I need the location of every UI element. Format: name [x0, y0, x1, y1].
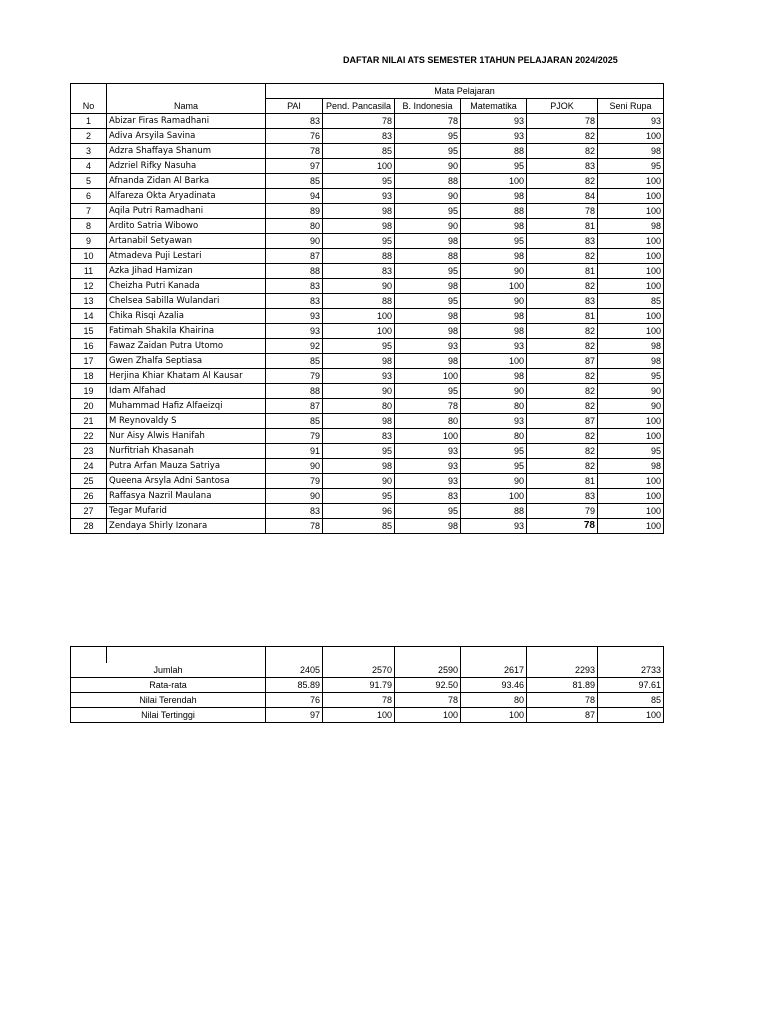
row-no: 17 — [71, 354, 107, 369]
score-cell: 100 — [461, 354, 527, 369]
summary-value: 97.61 — [598, 677, 664, 692]
score-cell: 87 — [266, 249, 323, 264]
score-cell: 98 — [598, 144, 664, 159]
score-cell: 95 — [598, 159, 664, 174]
score-cell: 88 — [461, 144, 527, 159]
score-cell: 100 — [598, 249, 664, 264]
table-row — [71, 114, 664, 129]
score-cell: 83 — [266, 279, 323, 294]
row-no: 24 — [71, 459, 107, 474]
score-cell: 90 — [598, 384, 664, 399]
score-cell: 88 — [266, 384, 323, 399]
summary-value: 2733 — [598, 663, 664, 678]
summary-value: 2293 — [527, 663, 598, 678]
score-cell: 98 — [395, 234, 461, 249]
score-cell: 90 — [323, 279, 395, 294]
score-cell: 98 — [461, 324, 527, 339]
summary-label: Jumlah — [71, 663, 266, 678]
score-cell: 95 — [461, 459, 527, 474]
header-subject: Pend. Pancasila — [323, 99, 395, 114]
header-no: No — [71, 84, 107, 114]
row-no: 16 — [71, 339, 107, 354]
score-cell: 100 — [598, 264, 664, 279]
score-cell: 100 — [598, 474, 664, 489]
row-no: 21 — [71, 414, 107, 429]
summary-spacer-row — [71, 647, 664, 663]
header-nama: Nama — [107, 84, 266, 114]
score-cell: 82 — [527, 444, 598, 459]
score-cell: 85 — [266, 354, 323, 369]
score-cell: 83 — [266, 294, 323, 309]
score-cell: 90 — [461, 474, 527, 489]
score-cell: 90 — [461, 384, 527, 399]
score-cell: 95 — [323, 444, 395, 459]
score-cell: 83 — [323, 264, 395, 279]
score-cell: 78 — [323, 114, 395, 129]
score-cell: 95 — [395, 204, 461, 219]
summary-value: 78 — [323, 692, 395, 707]
score-cell: 98 — [323, 204, 395, 219]
score-cell: 92 — [266, 339, 323, 354]
score-cell: 80 — [266, 219, 323, 234]
score-cell: 82 — [527, 369, 598, 384]
summary-value: 78 — [527, 692, 598, 707]
table-row — [71, 264, 664, 279]
student-name: Nur Aisy Alwis Hanifah — [107, 429, 266, 444]
summary-value: 76 — [266, 692, 323, 707]
score-cell: 100 — [395, 429, 461, 444]
student-name: Ardito Satria Wibowo — [107, 219, 266, 234]
row-no: 28 — [71, 519, 107, 534]
score-cell: 88 — [323, 294, 395, 309]
table-row — [71, 504, 664, 519]
summary-label: Nilai Terendah — [71, 692, 266, 707]
score-cell: 88 — [395, 249, 461, 264]
score-cell: 80 — [461, 429, 527, 444]
row-no: 5 — [71, 174, 107, 189]
score-cell: 83 — [527, 489, 598, 504]
score-cell: 100 — [598, 204, 664, 219]
score-cell: 81 — [527, 219, 598, 234]
student-name: M Reynovaldy S — [107, 414, 266, 429]
score-cell: 98 — [395, 279, 461, 294]
score-cell: 95 — [461, 234, 527, 249]
student-name: Putra Arfan Mauza Satriya — [107, 459, 266, 474]
table-row — [71, 399, 664, 414]
score-cell: 98 — [598, 459, 664, 474]
student-name: Chika Risqi Azalia — [107, 309, 266, 324]
student-name: Azka Jihad Hamizan — [107, 264, 266, 279]
score-cell: 93 — [461, 519, 527, 534]
score-cell: 82 — [527, 174, 598, 189]
score-cell: 83 — [266, 114, 323, 129]
score-cell: 87 — [266, 399, 323, 414]
score-cell: 82 — [527, 129, 598, 144]
summary-value: 91.79 — [323, 677, 395, 692]
student-name: Zendaya Shirly Izonara — [107, 519, 266, 534]
table-row — [71, 219, 664, 234]
table-row — [71, 369, 664, 384]
score-cell: 88 — [323, 249, 395, 264]
score-cell: 90 — [323, 384, 395, 399]
score-cell: 78 — [395, 114, 461, 129]
score-cell: 100 — [598, 324, 664, 339]
student-name: Adiva Arsyila Savina — [107, 129, 266, 144]
table-row — [71, 204, 664, 219]
score-cell: 83 — [266, 504, 323, 519]
score-cell: 76 — [266, 129, 323, 144]
score-cell: 97 — [266, 159, 323, 174]
student-name: Atmadeva Puji Lestari — [107, 249, 266, 264]
summary-value: 2617 — [461, 663, 527, 678]
score-cell: 80 — [461, 399, 527, 414]
row-no: 26 — [71, 489, 107, 504]
score-cell: 100 — [461, 174, 527, 189]
summary-label: Rata-rata — [71, 677, 266, 692]
score-cell: 95 — [323, 174, 395, 189]
score-cell: 95 — [598, 444, 664, 459]
score-cell: 95 — [395, 129, 461, 144]
row-no: 9 — [71, 234, 107, 249]
row-no: 23 — [71, 444, 107, 459]
grades-table — [70, 83, 664, 534]
score-cell: 88 — [266, 264, 323, 279]
student-name: Abizar Firas Ramadhani — [107, 114, 266, 129]
score-cell: 98 — [323, 219, 395, 234]
student-name: Herjina Khiar Khatam Al Kausar — [107, 369, 266, 384]
score-cell: 82 — [527, 459, 598, 474]
score-cell: 98 — [323, 414, 395, 429]
summary-value: 2405 — [266, 663, 323, 678]
summary-value: 100 — [395, 707, 461, 722]
score-cell: 95 — [395, 384, 461, 399]
table-row — [71, 414, 664, 429]
row-no: 18 — [71, 369, 107, 384]
header-subject: B. Indonesia — [395, 99, 461, 114]
header-subject: PAI — [266, 99, 323, 114]
row-no: 20 — [71, 399, 107, 414]
score-cell: 81 — [527, 474, 598, 489]
score-cell: 93 — [323, 189, 395, 204]
summary-row — [71, 692, 664, 707]
score-cell: 78 — [266, 144, 323, 159]
score-cell: 98 — [395, 354, 461, 369]
score-cell: 91 — [266, 444, 323, 459]
student-name: Adzra Shaffaya Shanum — [107, 144, 266, 159]
score-cell: 93 — [266, 324, 323, 339]
table-row — [71, 339, 664, 354]
score-cell: 93 — [461, 114, 527, 129]
row-no: 25 — [71, 474, 107, 489]
score-cell: 88 — [395, 174, 461, 189]
score-cell: 78 — [527, 519, 598, 534]
row-no: 13 — [71, 294, 107, 309]
summary-row — [71, 677, 664, 692]
student-name: Idam Alfahad — [107, 384, 266, 399]
score-cell: 95 — [395, 264, 461, 279]
table-row — [71, 474, 664, 489]
student-name: Artanabil Setyawan — [107, 234, 266, 249]
score-cell: 98 — [598, 339, 664, 354]
score-cell: 82 — [527, 144, 598, 159]
score-cell: 93 — [266, 309, 323, 324]
score-cell: 100 — [598, 279, 664, 294]
score-cell: 82 — [527, 384, 598, 399]
student-name: Tegar Mufarid — [107, 504, 266, 519]
score-cell: 83 — [527, 159, 598, 174]
row-no: 10 — [71, 249, 107, 264]
score-cell: 100 — [598, 504, 664, 519]
table-row — [71, 384, 664, 399]
score-cell: 100 — [598, 414, 664, 429]
row-no: 8 — [71, 219, 107, 234]
score-cell: 85 — [323, 519, 395, 534]
score-cell: 90 — [266, 234, 323, 249]
row-no: 2 — [71, 129, 107, 144]
table-row — [71, 159, 664, 174]
row-no: 6 — [71, 189, 107, 204]
score-cell: 98 — [461, 189, 527, 204]
score-cell: 98 — [461, 309, 527, 324]
student-name: Afnanda Zidan Al Barka — [107, 174, 266, 189]
row-no: 7 — [71, 204, 107, 219]
table-row — [71, 144, 664, 159]
score-cell: 100 — [323, 324, 395, 339]
summary-value: 92.50 — [395, 677, 461, 692]
score-cell: 79 — [266, 474, 323, 489]
score-cell: 82 — [527, 399, 598, 414]
score-cell: 90 — [323, 474, 395, 489]
score-cell: 100 — [598, 234, 664, 249]
table-row — [71, 309, 664, 324]
summary-value: 2590 — [395, 663, 461, 678]
table-row — [71, 189, 664, 204]
score-cell: 95 — [323, 234, 395, 249]
summary-value: 2570 — [323, 663, 395, 678]
row-no: 27 — [71, 504, 107, 519]
score-cell: 85 — [323, 144, 395, 159]
header-subject: Matematika — [461, 99, 527, 114]
score-cell: 82 — [527, 249, 598, 264]
row-no: 14 — [71, 309, 107, 324]
row-no: 3 — [71, 144, 107, 159]
summary-value: 100 — [323, 707, 395, 722]
summary-value: 81.89 — [527, 677, 598, 692]
score-cell: 96 — [323, 504, 395, 519]
score-cell: 90 — [461, 294, 527, 309]
summary-value: 85 — [598, 692, 664, 707]
score-cell: 85 — [266, 414, 323, 429]
score-cell: 98 — [395, 324, 461, 339]
score-cell: 98 — [598, 219, 664, 234]
student-name: Alfareza Okta Aryadinata — [107, 189, 266, 204]
score-cell: 85 — [598, 294, 664, 309]
summary-value: 100 — [598, 707, 664, 722]
score-cell: 82 — [527, 279, 598, 294]
score-cell: 93 — [323, 369, 395, 384]
score-cell: 88 — [461, 204, 527, 219]
score-cell: 90 — [395, 219, 461, 234]
score-cell: 98 — [323, 354, 395, 369]
summary-table — [70, 646, 664, 723]
header-subject: Seni Rupa — [598, 99, 664, 114]
score-cell: 79 — [527, 504, 598, 519]
score-cell: 100 — [598, 309, 664, 324]
score-cell: 94 — [266, 189, 323, 204]
student-name: Nurfitriah Khasanah — [107, 444, 266, 459]
score-cell: 95 — [598, 369, 664, 384]
score-cell: 90 — [461, 264, 527, 279]
summary-value: 80 — [461, 692, 527, 707]
score-cell: 98 — [395, 309, 461, 324]
score-cell: 78 — [395, 399, 461, 414]
summary-value: 85.89 — [266, 677, 323, 692]
score-cell: 82 — [527, 324, 598, 339]
summary-row — [71, 707, 664, 722]
score-cell: 93 — [395, 444, 461, 459]
header-mata-pelajaran: Mata Pelajaran — [266, 84, 664, 99]
row-no: 19 — [71, 384, 107, 399]
score-cell: 98 — [461, 219, 527, 234]
row-no: 11 — [71, 264, 107, 279]
summary-row — [71, 663, 664, 678]
score-cell: 93 — [395, 459, 461, 474]
score-cell: 78 — [266, 519, 323, 534]
score-cell: 100 — [461, 279, 527, 294]
summary-value: 78 — [395, 692, 461, 707]
student-name: Fatimah Shakila Khairina — [107, 324, 266, 339]
score-cell: 80 — [395, 414, 461, 429]
score-cell: 81 — [527, 264, 598, 279]
table-row — [71, 279, 664, 294]
score-cell: 98 — [461, 369, 527, 384]
table-row — [71, 459, 664, 474]
score-cell: 95 — [395, 504, 461, 519]
score-cell: 83 — [395, 489, 461, 504]
score-cell: 95 — [323, 489, 395, 504]
score-cell: 93 — [395, 474, 461, 489]
summary-value: 100 — [461, 707, 527, 722]
score-cell: 100 — [598, 129, 664, 144]
score-cell: 95 — [461, 444, 527, 459]
table-row — [71, 249, 664, 264]
score-cell: 83 — [323, 429, 395, 444]
score-cell: 89 — [266, 204, 323, 219]
table-row — [71, 444, 664, 459]
score-cell: 83 — [527, 234, 598, 249]
score-cell: 84 — [527, 189, 598, 204]
score-cell: 90 — [266, 489, 323, 504]
score-cell: 78 — [527, 204, 598, 219]
summary-value: 87 — [527, 707, 598, 722]
score-cell: 93 — [461, 414, 527, 429]
table-row — [71, 489, 664, 504]
score-cell: 79 — [266, 429, 323, 444]
table-row — [71, 234, 664, 249]
score-cell: 100 — [598, 174, 664, 189]
score-cell: 88 — [461, 504, 527, 519]
student-name: Cheizha Putri Kanada — [107, 279, 266, 294]
score-cell: 87 — [527, 354, 598, 369]
score-cell: 90 — [395, 189, 461, 204]
student-name: Gwen Zhalfa Septiasa — [107, 354, 266, 369]
page-title: DAFTAR NILAI ATS SEMESTER 1TAHUN PELAJARAN 2024/2025 — [343, 55, 618, 65]
table-row — [71, 294, 664, 309]
score-cell: 93 — [461, 129, 527, 144]
score-cell: 82 — [527, 429, 598, 444]
row-no: 1 — [71, 114, 107, 129]
student-name: Chelsea Sabilla Wulandari — [107, 294, 266, 309]
student-name: Muhammad Hafiz Alfaeizqi — [107, 399, 266, 414]
student-name: Queena Arsyla Adni Santosa — [107, 474, 266, 489]
score-cell: 93 — [598, 114, 664, 129]
score-cell: 100 — [323, 159, 395, 174]
table-row — [71, 324, 664, 339]
table-row — [71, 174, 664, 189]
score-cell: 83 — [527, 294, 598, 309]
score-cell: 98 — [598, 354, 664, 369]
score-cell: 95 — [461, 159, 527, 174]
table-row — [71, 429, 664, 444]
header-row-group — [71, 84, 664, 99]
score-cell: 100 — [598, 429, 664, 444]
table-row — [71, 129, 664, 144]
row-no: 4 — [71, 159, 107, 174]
score-cell: 83 — [323, 129, 395, 144]
score-cell: 98 — [461, 249, 527, 264]
student-name: Adzriel Rifky Nasuha — [107, 159, 266, 174]
summary-label: Nilai Tertinggi — [71, 707, 266, 722]
score-cell: 90 — [395, 159, 461, 174]
score-cell: 78 — [527, 114, 598, 129]
score-cell: 90 — [266, 459, 323, 474]
score-cell: 82 — [527, 339, 598, 354]
score-cell: 100 — [395, 369, 461, 384]
student-name: Raffasya Nazril Maulana — [107, 489, 266, 504]
table-row — [71, 354, 664, 369]
student-name: Fawaz Zaidan Putra Utomo — [107, 339, 266, 354]
score-cell: 81 — [527, 309, 598, 324]
score-cell: 100 — [461, 489, 527, 504]
score-cell: 98 — [323, 459, 395, 474]
row-no: 15 — [71, 324, 107, 339]
score-cell: 95 — [395, 294, 461, 309]
score-cell: 95 — [395, 144, 461, 159]
score-cell: 93 — [461, 339, 527, 354]
summary-value: 97 — [266, 707, 323, 722]
row-no: 12 — [71, 279, 107, 294]
student-name: Aqila Putri Ramadhani — [107, 204, 266, 219]
score-cell: 93 — [395, 339, 461, 354]
table-row — [71, 519, 664, 534]
score-cell: 79 — [266, 369, 323, 384]
summary-value: 93.46 — [461, 677, 527, 692]
score-cell: 100 — [323, 309, 395, 324]
score-cell: 85 — [266, 174, 323, 189]
score-cell: 87 — [527, 414, 598, 429]
score-cell: 100 — [598, 189, 664, 204]
score-cell: 100 — [598, 489, 664, 504]
score-cell: 90 — [598, 399, 664, 414]
score-cell: 80 — [323, 399, 395, 414]
score-cell: 98 — [395, 519, 461, 534]
score-cell: 95 — [323, 339, 395, 354]
row-no: 22 — [71, 429, 107, 444]
header-subject: PJOK — [527, 99, 598, 114]
score-cell: 100 — [598, 519, 664, 534]
